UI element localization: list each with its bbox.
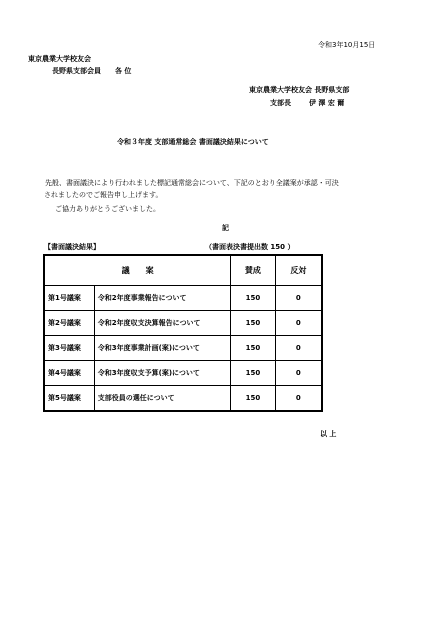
results-table [43,254,323,412]
recipient-organization: 東京農業大学校友会 [28,55,91,63]
oppose-count: 0 [275,361,322,386]
table-header-row [44,255,322,286]
agenda-title: 令和3年度収支予算(案)について [94,361,230,386]
approve-count: 150 [231,286,275,311]
ki-heading: 記 [222,224,229,232]
closing-mark: 以 上 [320,430,337,438]
table-row [44,286,322,311]
oppose-count: 0 [275,286,322,311]
table-row [44,386,322,412]
agenda-title: 令和2年度収支決算報告について [94,311,230,336]
oppose-count: 0 [275,311,322,336]
agenda-title: 支部役員の選任について [94,386,230,412]
agenda-title: 令和3年度事業計画(案)について [94,336,230,361]
agenda-number: 第2号議案 [44,311,94,336]
sender-name: 伊 澤 宏 爾 [309,99,345,107]
document-date: 令和3年10月15日 [318,41,376,49]
header-oppose: 反対 [275,255,322,286]
approve-count: 150 [231,336,275,361]
results-count: （書面表決書提出数 150 ） [205,243,295,251]
header-approve: 賛成 [231,255,275,286]
sender-role: 支部長 [270,99,291,107]
header-agenda: 議 案 [44,255,231,286]
recipient-members: 長野県支部会員 [52,67,101,75]
oppose-count: 0 [275,386,322,412]
sender-line [270,99,344,108]
agenda-number: 第3号議案 [44,336,94,361]
recipient-line [52,67,131,76]
approve-count: 150 [231,311,275,336]
approve-count: 150 [231,361,275,386]
agenda-number: 第1号議案 [44,286,94,311]
table-row [44,311,322,336]
document-title: 令和３年度 支部通常総会 書面議決結果について [117,138,269,146]
agenda-number: 第4号議案 [44,361,94,386]
agenda-number: 第5号議案 [44,386,94,412]
oppose-count: 0 [275,336,322,361]
recipient-honorific: 各 位 [115,67,132,75]
table-row [44,361,322,386]
results-label: 【書面議決結果】 [44,243,100,251]
body-line-2: されましたのでご報告申し上げます。 [44,191,163,199]
approve-count: 150 [231,386,275,412]
body-line-1: 先般、書面議決により行われました標記通常総会について、下記のとおり全議案が承認・可決 [45,179,339,187]
sender-organization: 東京農業大学校友会 長野県支部 [249,86,350,94]
agenda-title: 令和2年度事業報告について [94,286,230,311]
table-row [44,336,322,361]
body-line-3: ご協力ありがとうございました。 [55,205,160,213]
